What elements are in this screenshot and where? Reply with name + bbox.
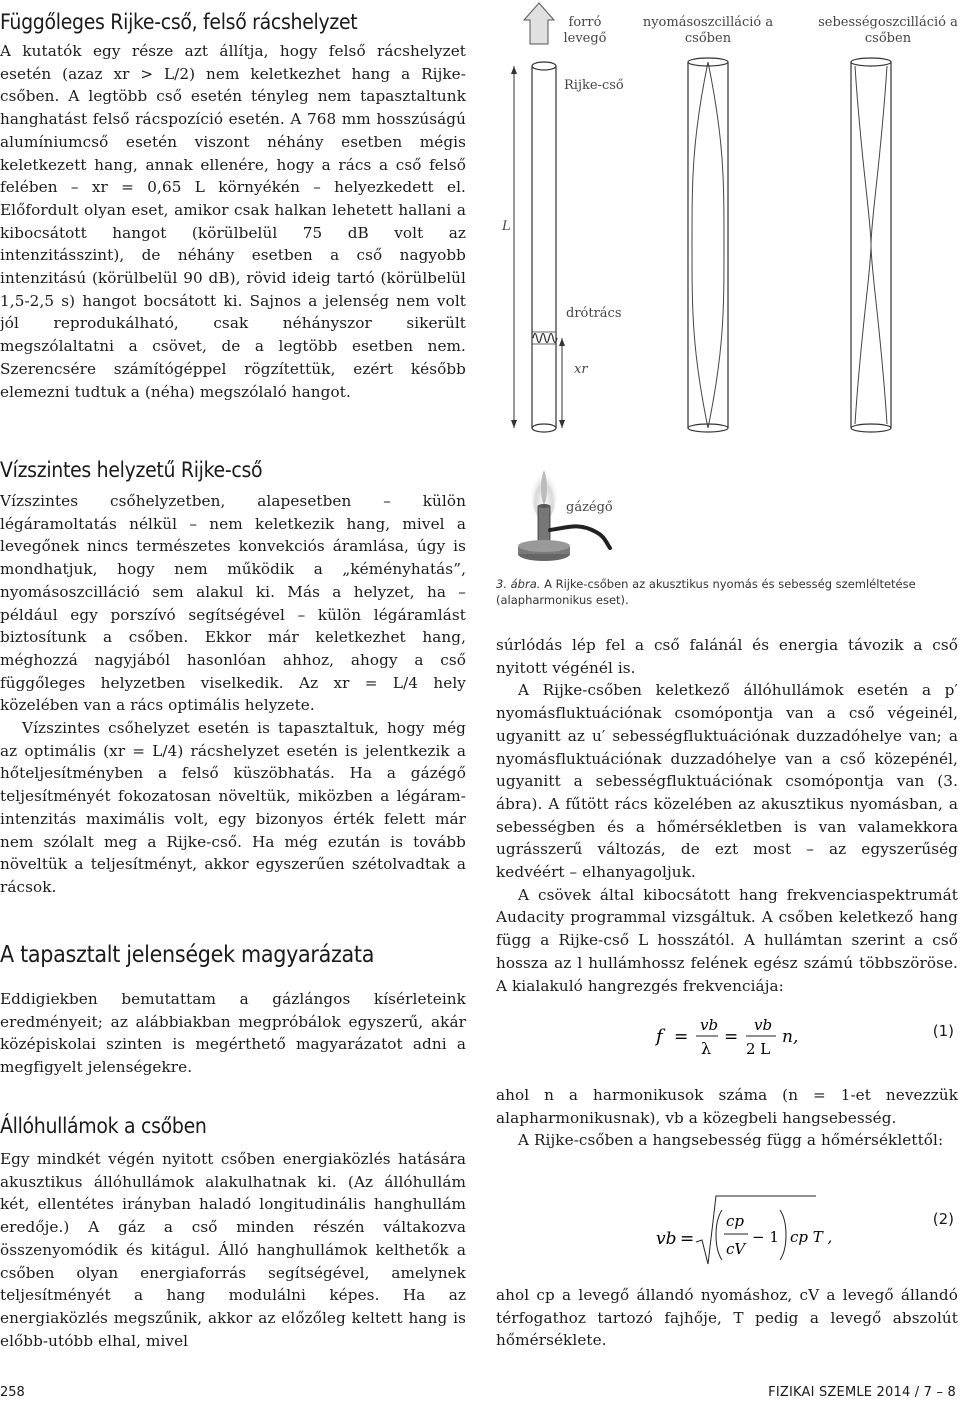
eq2-lhs: vb: [656, 1229, 677, 1249]
caption-text: A Rijke-csőben az akusztikus nyomás és sebesség szemléltetése (alapharmonikus eset).: [496, 577, 916, 607]
section-title: Állóhullámok a csőben: [0, 1114, 207, 1138]
right-column-lower: [496, 1284, 958, 1352]
page-number: 258: [0, 1385, 25, 1400]
paragraph: A csövek által kibocsátott hang frekvenciaspektrumát Audacity programmal vizsgáltuk. A csőben keletkező hang függ a Rijke-cső L hosszától. A hullámtan szerint a cső hossza az l hullámhossz felének egész számú többszöröse. A kialakuló hangrezgés frekvenciája:: [496, 885, 958, 995]
section-vertical-top: [0, 10, 466, 403]
section-standing-waves: [0, 1114, 466, 1352]
equation-2-drawing: [496, 1188, 958, 1272]
pressure-oscillation-tube: [688, 58, 728, 432]
paragraph: A kutatók egy része azt állítja, hogy felső rácshelyzet esetén (azaz xr > L/2) nem keletkezhet hang a Rijke-csőben. A legtöbb cső esetén tényleg nem tapasztaltunk hanghatást felső rácspozíció esetén. A 768 mm hosszúságú alumíniumcső esetén viszont néhány esetben mégis keletkezett hang, annak ellenére, hogy a rács a cső felső felében – xr = 0,65 L környékén – helyezkedett el. Előfordult olyan eset, amikor csak halkan lehetett hallani a kibocsátott hangot (körülbelül 75 dB volt az intenzitásszint), de néhány esetben a cső nagyobb intenzitású (körülbelül 90 dB), rövid ideig tartó (körülbelül 1,5-2,5 s) hangot bocsátott ki. Sajnos a jelenség nem volt jól reprodukálható, csak néhányszor sikerült megszólaltatni a csövet, de a legtöbb esetben nem. Szerencsére számítógéppel rögzítettük, ezért később elemezni tudtuk a (néha) megszólaló hangot.: [0, 42, 466, 401]
section-title: Vízszintes helyzetű Rijke-cső: [0, 458, 263, 482]
label-xr: xr: [574, 362, 588, 377]
right-column-upper: [496, 634, 958, 997]
hot-air-arrow-icon: [524, 3, 554, 44]
eq1-num2: vb: [754, 1016, 773, 1034]
eq2-rest: cp T ,: [790, 1228, 833, 1246]
velocity-oscillation-tube: [851, 58, 891, 432]
journal-name: FIZIKAI SZEMLE 2014 / 7 – 8: [768, 1385, 956, 1400]
paragraph: Vízszintes csőhelyzetben, alapesetben – külön légáramoltatás nélkül – nem keletkezik hang, mivel a levegőnek nincs természetes konvekciós áramlása, úgy is mondhatjuk, hogy nem működik a „kéményhatás”, nyomásoszcilláció sem alakul ki. Más a helyzet, ha – például egy porszívó segítségével – külön légáramlást biztosítunk a csőben. Ekkor már keletkezhet hang, méghozzá nagyjából hasonlóan ahhoz, ahogy a cső függőleges helyzetben viselkedik. Az xr = L/4 hely közelében van a rács optimális helyzete.: [0, 492, 466, 715]
length-dimension: [511, 66, 517, 428]
equation-2: [496, 1188, 958, 1272]
eq1-den2: 2 L: [746, 1040, 771, 1058]
equation-1: [496, 1008, 958, 1064]
eq1-num1: vb: [700, 1016, 719, 1034]
paragraph: ahol n a harmonikusok száma (n = 1-et nevezzük alapharmonikusnak), vb a közegbeli hangsebesség.: [496, 1086, 958, 1127]
eq2-minus-one: − 1: [752, 1228, 779, 1246]
right-column-middle: [496, 1084, 958, 1152]
paragraph: ahol cp a levegő állandó nyomáshoz, cV a levegő állandó térfogathoz tartozó fajhője, T pedig a levegő abszolút hőmérséklete.: [496, 1286, 958, 1350]
equation-number: (1): [932, 1022, 954, 1040]
section-horizontal: [0, 458, 466, 899]
eq1-equals-2: =: [724, 1027, 739, 1047]
label-wire-mesh: drótrács: [566, 306, 622, 321]
xr-dimension: [559, 338, 565, 428]
figure-rijke-tube: [496, 0, 960, 515]
section-title: A tapasztalt jelenségek magyarázata: [0, 942, 375, 968]
eq1-tail: n,: [782, 1027, 799, 1047]
paragraph: Egy mindkét végén nyitott csőben energiaközlés hatására akusztikus állóhullámok alakulhatnak ki. (Az állóhullám két, ellentétes irányban haladó longitudinális hanghullám eredője.) A gáz a cső minden részén váltakozva összenyomódik és kitágul. Álló hanghullámok kelthetők a csőben olyan energiaforrás segítségével, amelynek teljesítményét a hang modulálni képes. Ha az energiaközlés megszűnik, akkor az előzőleg keltett hang is előbb-utóbb elhal, mivel: [0, 1150, 466, 1350]
section-title: Függőleges Rijke-cső, felső rácshelyzet: [0, 10, 358, 34]
equation-number: (2): [932, 1210, 954, 1228]
eq2-equals: =: [680, 1229, 695, 1249]
label-velocity-oscillation: sebességoszcilláció a csőben: [818, 15, 958, 46]
eq1-equals: =: [674, 1027, 689, 1047]
equation-1-drawing: [496, 1008, 958, 1064]
paragraph: Eddigiekben bemutattam a gázlángos kísérleteink eredményeit; az alábbiakban megpróbálok egyszerű, akár középiskolai szinten is megérthető magyarázatot adni a megfigyelt jelenségekre.: [0, 990, 466, 1077]
page-footer: [0, 1385, 960, 1403]
wire-mesh-icon: [532, 332, 557, 344]
paragraph: A Rijke-csőben keletkező állóhullámok esetén a p′ nyomásfluktuációnak csomópontja van a cső végeinél, ugyanitt az u′ sebességfluktuációnak duzzadóhelye van; a nyomásfluktuációnak duzzadóhelye van a cső közepénél, ugyanitt a sebességfluktuációnak csomópontja van (3. ábra). A fűtött rács közelében az akusztikus nyomásban, a sebességben és a hőmérsékletben is van valamekkora ugrásszerű változás, de ezt most – az egyszerűség kedvéért – elhanyagoljuk.: [496, 681, 958, 882]
caption-label: 3. ábra.: [496, 577, 541, 591]
section-explanation: [0, 942, 466, 1079]
rijke-tube-drawing: [532, 62, 556, 432]
eq1-lhs: f: [656, 1026, 663, 1047]
label-hot-air: forró levegő: [563, 15, 607, 46]
label-pressure-oscillation: nyomásoszcilláció a csőben: [642, 15, 774, 46]
paragraph: súrlódás lép fel a cső falánál és energia távozik a cső nyitott végénél is.: [496, 636, 958, 677]
eq2-cp: cp: [726, 1212, 745, 1230]
label-length: L: [502, 219, 511, 234]
paragraph: Vízszintes csőhelyzet esetén is tapasztaltuk, hogy még az optimális (xr = L/4) rácshelyzet esetén is jelentkezik a hőteljesítményben a felső küszöbhatás. Ha a gázégő teljesítményét fokozatosan növeltük, miközben a légáram-intenzitás maximális volt, egy bizonyos érték felett már nem szólalt meg a Rijke-cső. Ha még ezután is tovább növeltük a teljesítményt, akkor egyszerűen szétolvadtak a rácsok.: [0, 719, 466, 896]
paragraph: A Rijke-csőben a hangsebesség függ a hőmérséklettől:: [518, 1131, 944, 1150]
eq2-cv: cV: [726, 1240, 746, 1258]
eq1-den1: λ: [701, 1039, 712, 1058]
label-burner: gázégő: [566, 500, 613, 515]
figure-caption: [496, 576, 958, 608]
label-rijke-tube: Rijke-cső: [564, 78, 624, 93]
